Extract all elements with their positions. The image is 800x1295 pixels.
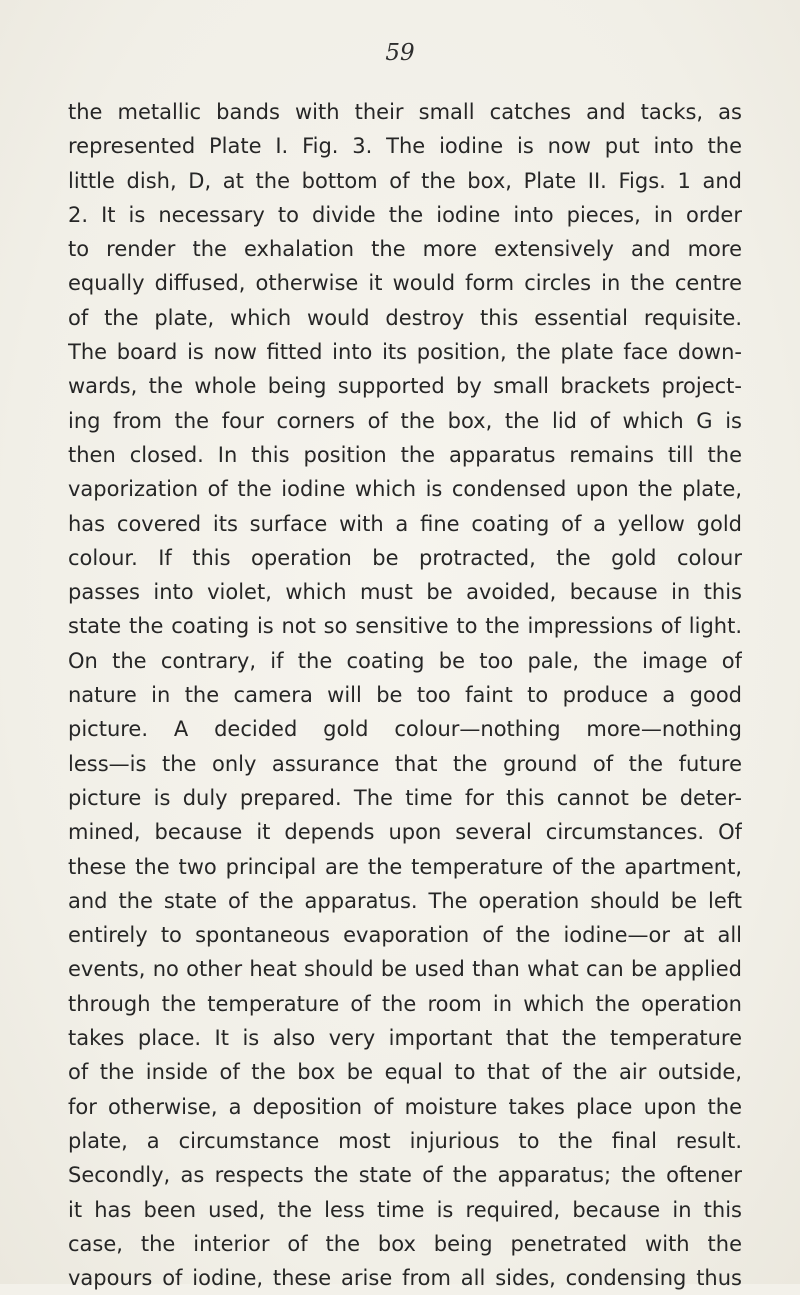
text-line: of the inside of the box be equal to that of the air outside, bbox=[68, 1060, 742, 1085]
body-text bbox=[68, 95, 742, 1295]
text-line: takes place. It is also very important that the temperature bbox=[68, 1026, 742, 1051]
text-line: 2. It is necessary to divide the iodine into pieces, in order bbox=[68, 202, 742, 227]
text-line: vapours of iodine, these arise from all sides, condensing thus bbox=[68, 1266, 742, 1291]
text-line: picture. A decided gold colour—nothing more—nothing bbox=[68, 717, 742, 742]
text-line: ing from the four corners of the box, the lid of which G is bbox=[68, 408, 742, 433]
text-line: mined, because it depends upon several circumstances. Of bbox=[68, 820, 742, 845]
text-line: plate, a circumstance most injurious to the final result. bbox=[68, 1128, 742, 1153]
text-line: to render the exhalation the more extensively and more bbox=[68, 237, 742, 262]
text-line: for otherwise, a deposition of moisture takes place upon the bbox=[68, 1094, 742, 1119]
text-line: represented Plate I. Fig. 3. The iodine is now put into the bbox=[68, 134, 742, 159]
text-line: through the temperature of the room in which the operation bbox=[68, 991, 742, 1016]
text-line: then closed. In this position the apparatus remains till the bbox=[68, 442, 742, 467]
text-line: Secondly, as respects the state of the apparatus; the oftener bbox=[68, 1163, 742, 1188]
text-line: case, the interior of the box being penetrated with the bbox=[68, 1231, 742, 1256]
text-line: has covered its surface with a fine coating of a yellow gold bbox=[68, 511, 742, 536]
text-line: picture is duly prepared. The time for this cannot be deter- bbox=[68, 785, 742, 810]
text-line: nature in the camera will be too faint to produce a good bbox=[68, 683, 742, 708]
text-line: and the state of the apparatus. The operation should be left bbox=[68, 888, 742, 913]
text-line: vaporization of the iodine which is condensed upon the plate, bbox=[68, 477, 742, 502]
text-line: passes into violet, which must be avoided, because in this bbox=[68, 580, 742, 605]
text-line: little dish, D, at the bottom of the box, Plate II. Figs. 1 and bbox=[68, 168, 742, 193]
text-line: of the plate, which would destroy this essential requisite. bbox=[68, 305, 742, 330]
text-line: wards, the whole being supported by small brackets project- bbox=[68, 374, 742, 399]
text-line: entirely to spontaneous evaporation of the iodine—or at all bbox=[68, 923, 742, 948]
text-line: equally diffused, otherwise it would form circles in the centre bbox=[68, 271, 742, 296]
text-line: the metallic bands with their small catches and tacks, as bbox=[68, 100, 742, 124]
text-line: these the two principal are the temperature of the apartment, bbox=[68, 854, 742, 879]
text-line: colour. If this operation be protracted, the gold colour bbox=[68, 545, 742, 570]
text-line: events, no other heat should be used than what can be applied bbox=[68, 957, 742, 982]
text-line: The board is now fitted into its position, the plate face down- bbox=[68, 340, 742, 365]
text-line: less—is the only assurance that the ground of the future bbox=[68, 751, 742, 776]
text-line: state the coating is not so sensitive to the impressions of light. bbox=[68, 614, 742, 639]
page-number: 59 bbox=[385, 40, 415, 66]
text-line: it has been used, the less time is required, because in this bbox=[68, 1197, 742, 1222]
text-line: On the contrary, if the coating be too pale, the image of bbox=[68, 648, 742, 673]
